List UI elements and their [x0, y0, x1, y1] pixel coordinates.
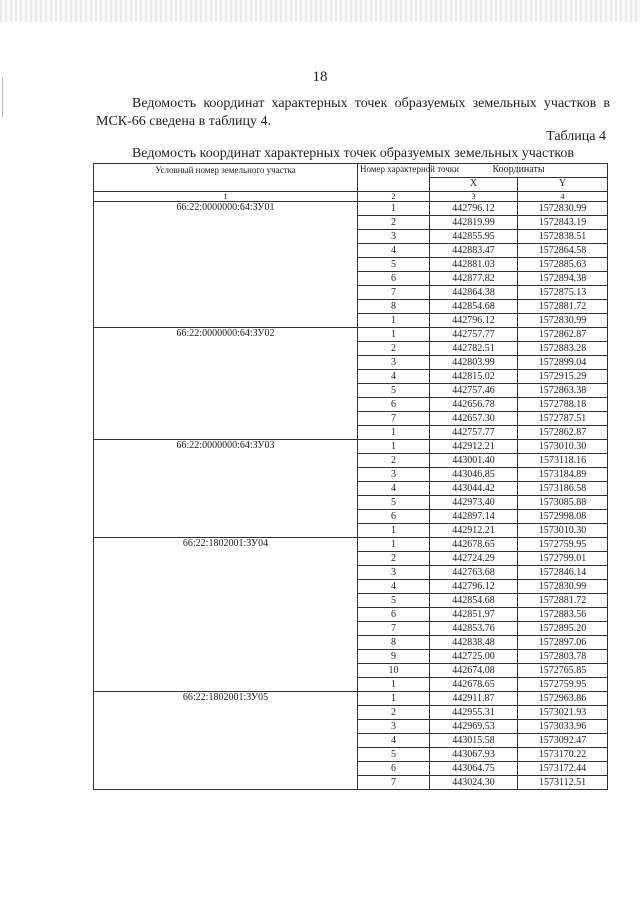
- point-number: 6: [358, 608, 430, 622]
- coord-x: 442955.31: [430, 706, 518, 720]
- point-number: 6: [358, 272, 430, 286]
- point-number: 1: [358, 538, 430, 552]
- point-number: 6: [358, 510, 430, 524]
- intro-text: Ведомость координат характерных точек образуемых земельных участков в МСК-66 сведена в таблицу 4.: [96, 96, 610, 129]
- coord-x: 442678.65: [430, 538, 518, 552]
- coord-y: 1572895.20: [518, 622, 608, 636]
- coord-y: 1572765.85: [518, 664, 608, 678]
- point-number: 4: [358, 734, 430, 748]
- table-row: [94, 328, 608, 342]
- point-number: 8: [358, 636, 430, 650]
- coord-y: 1572864.58: [518, 244, 608, 258]
- coord-x: 442757.77: [430, 426, 518, 440]
- point-number: 2: [358, 454, 430, 468]
- coord-y: 1572875.13: [518, 286, 608, 300]
- coord-x: 442725.00: [430, 650, 518, 664]
- table-row: [94, 440, 608, 454]
- point-number: 4: [358, 580, 430, 594]
- coord-x: 442881.03: [430, 258, 518, 272]
- coord-x: 442656.78: [430, 398, 518, 412]
- column-number: 3: [430, 192, 518, 202]
- coord-y: 1572759.95: [518, 538, 608, 552]
- point-number: 9: [358, 650, 430, 664]
- point-number: 1: [358, 202, 430, 216]
- coord-y: 1572885.63: [518, 258, 608, 272]
- coord-x: 442796.12: [430, 580, 518, 594]
- land-plot-number: 66:22:1802001:ЗУ05: [94, 692, 358, 790]
- coord-x: 442674.08: [430, 664, 518, 678]
- coord-x: 443046.85: [430, 468, 518, 482]
- point-number: 7: [358, 776, 430, 790]
- coord-x: 442757.77: [430, 328, 518, 342]
- coord-x: 442796.12: [430, 202, 518, 216]
- column-number: 2: [358, 192, 430, 202]
- coord-y: 1572863.38: [518, 384, 608, 398]
- page-number: 18: [312, 69, 328, 85]
- point-number: 5: [358, 748, 430, 762]
- intro-paragraph: [96, 95, 610, 131]
- point-number: 4: [358, 370, 430, 384]
- coord-y: 1572915.29: [518, 370, 608, 384]
- point-number: 6: [358, 762, 430, 776]
- coord-y: 1573085.88: [518, 496, 608, 510]
- coord-y: 1572759.95: [518, 678, 608, 692]
- point-number: 5: [358, 496, 430, 510]
- point-number: 7: [358, 412, 430, 426]
- coord-y: 1573118.16: [518, 454, 608, 468]
- table-row: [94, 202, 608, 216]
- coord-x: 442969.53: [430, 720, 518, 734]
- coord-x: 442838.48: [430, 636, 518, 650]
- scan-edge: [0, 0, 640, 22]
- point-number: 3: [358, 230, 430, 244]
- land-plot-number: 66:22:0000000:64:ЗУ02: [94, 328, 358, 440]
- column-number-row: [94, 192, 608, 202]
- point-number: 1: [358, 524, 430, 538]
- coord-y: 1572846.14: [518, 566, 608, 580]
- point-number: 2: [358, 216, 430, 230]
- header-area-number: Условный номер земельного участка: [94, 164, 358, 192]
- point-number: 1: [358, 314, 430, 328]
- point-number: 1: [358, 440, 430, 454]
- point-number: 7: [358, 286, 430, 300]
- coord-y: 1573112.51: [518, 776, 608, 790]
- coord-x: 442657.30: [430, 412, 518, 426]
- coord-y: 1573092.47: [518, 734, 608, 748]
- coord-x: 442782.51: [430, 342, 518, 356]
- coord-x: 442854.68: [430, 300, 518, 314]
- coord-y: 1573010.30: [518, 440, 608, 454]
- header-point-number: Номер характерной точки: [358, 164, 430, 192]
- table-row: [94, 538, 608, 552]
- coord-x: 442883.47: [430, 244, 518, 258]
- coord-x: 442796.12: [430, 314, 518, 328]
- coord-x: 442911.87: [430, 692, 518, 706]
- point-number: 2: [358, 552, 430, 566]
- point-number: 6: [358, 398, 430, 412]
- point-number: 1: [358, 692, 430, 706]
- table-label: Таблица 4: [546, 129, 606, 144]
- coord-y: 1572788.18: [518, 398, 608, 412]
- column-number: 4: [518, 192, 608, 202]
- coord-x: 443044.42: [430, 482, 518, 496]
- point-number: 3: [358, 720, 430, 734]
- coord-y: 1573186.58: [518, 482, 608, 496]
- coord-x: 442973.40: [430, 496, 518, 510]
- coord-x: 442763.68: [430, 566, 518, 580]
- coord-y: 1572897.06: [518, 636, 608, 650]
- point-number: 8: [358, 300, 430, 314]
- coord-x: 442815.02: [430, 370, 518, 384]
- coord-x: 443067.93: [430, 748, 518, 762]
- coord-x: 442757.46: [430, 384, 518, 398]
- coord-x: 442724.29: [430, 552, 518, 566]
- coord-y: 1572894.38: [518, 272, 608, 286]
- coord-y: 1572899.04: [518, 356, 608, 370]
- coord-y: 1572881.72: [518, 594, 608, 608]
- point-number: 5: [358, 594, 430, 608]
- coord-x: 442855.95: [430, 230, 518, 244]
- coord-y: 1572883.56: [518, 608, 608, 622]
- header-coordinates: Координаты: [430, 164, 608, 178]
- coord-x: 442854.68: [430, 594, 518, 608]
- coord-y: 1572830.99: [518, 580, 608, 594]
- coord-y: 1572803.78: [518, 650, 608, 664]
- point-number: 2: [358, 342, 430, 356]
- table-row: [94, 692, 608, 706]
- coord-y: 1573033.96: [518, 720, 608, 734]
- coord-x: 442803.99: [430, 356, 518, 370]
- coord-x: 443064.75: [430, 762, 518, 776]
- point-number: 5: [358, 258, 430, 272]
- coordinates-table: [93, 163, 608, 790]
- land-plot-number: 66:22:0000000:64:ЗУ01: [94, 202, 358, 328]
- coord-x: 443015.58: [430, 734, 518, 748]
- column-number: 1: [94, 192, 358, 202]
- point-number: 1: [358, 426, 430, 440]
- point-number: 4: [358, 482, 430, 496]
- coord-x: 442912.21: [430, 524, 518, 538]
- coord-y: 1572830.99: [518, 202, 608, 216]
- coord-y: 1572787.51: [518, 412, 608, 426]
- point-number: 3: [358, 356, 430, 370]
- point-number: 3: [358, 468, 430, 482]
- coord-x: 442853.76: [430, 622, 518, 636]
- coordinates-body: [94, 202, 608, 790]
- coord-y: 1573184.89: [518, 468, 608, 482]
- coord-x: 442864.38: [430, 286, 518, 300]
- point-number: 3: [358, 566, 430, 580]
- coord-y: 1572862.87: [518, 328, 608, 342]
- coord-y: 1573010.30: [518, 524, 608, 538]
- coord-y: 1572883.28: [518, 342, 608, 356]
- point-number: 10: [358, 664, 430, 678]
- coord-y: 1572963.86: [518, 692, 608, 706]
- coord-x: 443024.30: [430, 776, 518, 790]
- coord-x: 443001.40: [430, 454, 518, 468]
- coord-x: 442877.82: [430, 272, 518, 286]
- coord-y: 1572881.72: [518, 300, 608, 314]
- header-x: X: [430, 178, 518, 192]
- coord-x: 442851.97: [430, 608, 518, 622]
- land-plot-number: 66:22:1802001:ЗУ04: [94, 538, 358, 692]
- coord-y: 1572998.08: [518, 510, 608, 524]
- point-number: 7: [358, 622, 430, 636]
- coord-y: 1573172.44: [518, 762, 608, 776]
- coord-x: 442819.99: [430, 216, 518, 230]
- coord-y: 1572830.99: [518, 314, 608, 328]
- coord-y: 1572843.19: [518, 216, 608, 230]
- header-y: Y: [518, 178, 608, 192]
- table-caption: Ведомость координат характерных точек образуемых земельных участков: [131, 146, 575, 161]
- coord-y: 1573021.93: [518, 706, 608, 720]
- land-plot-number: 66:22:0000000:64:ЗУ03: [94, 440, 358, 538]
- coord-y: 1572862.87: [518, 426, 608, 440]
- point-number: 1: [358, 328, 430, 342]
- coord-y: 1573170.22: [518, 748, 608, 762]
- coord-y: 1572838.51: [518, 230, 608, 244]
- point-number: 4: [358, 244, 430, 258]
- point-number: 1: [358, 678, 430, 692]
- coord-y: 1572799.01: [518, 552, 608, 566]
- coord-x: 442912.21: [430, 440, 518, 454]
- point-number: 2: [358, 706, 430, 720]
- coord-x: 442678.65: [430, 678, 518, 692]
- coord-x: 442897.14: [430, 510, 518, 524]
- point-number: 5: [358, 384, 430, 398]
